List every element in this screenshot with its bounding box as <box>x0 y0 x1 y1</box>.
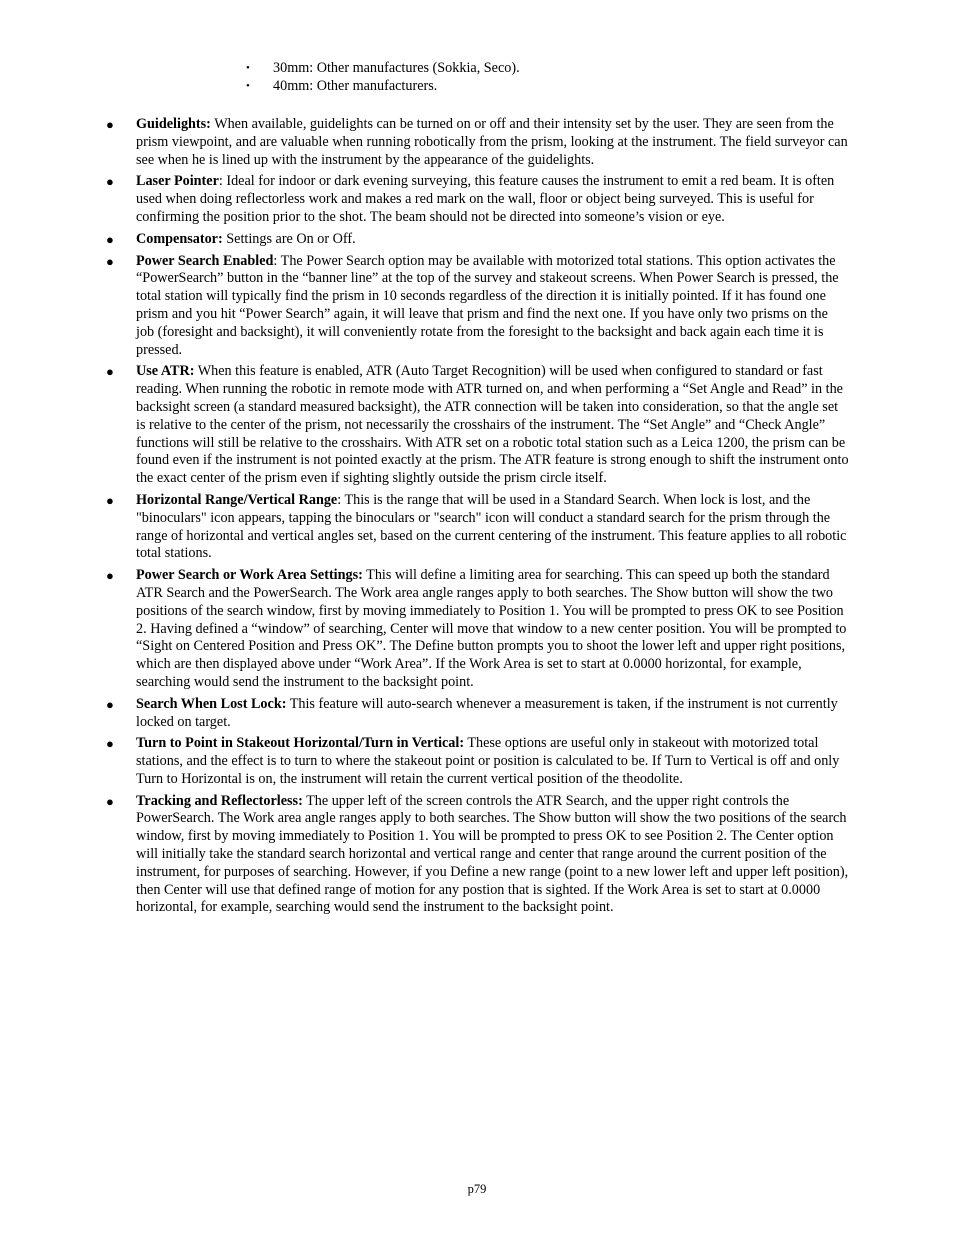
bullet-icon: ● <box>106 736 114 752</box>
item-term: Search When Lost Lock: <box>136 695 287 712</box>
item-term: Guidelights: <box>136 116 211 132</box>
item-description: : Ideal for indoor or dark evening surveying, this feature causes the instrument to emit a red beam. It is often used when doing reflectorless work and makes a red mark on the wall, floor or object being surveyed. This is useful for confirming the position prior to the shot. The beam should not be directed into someone’s vision or eye. <box>136 173 835 225</box>
bullet-icon: ● <box>106 117 114 132</box>
item-description: Settings are On or Off. <box>222 230 356 247</box>
bullet-icon: ● <box>106 793 114 809</box>
sublist-item-text: 40mm: Other manufacturers. <box>273 78 438 94</box>
item-term: Horizontal Range/Vertical Range <box>136 491 338 508</box>
item-term: Compensator: <box>136 230 223 247</box>
list-item-tracking-and-reflectorless <box>104 793 849 918</box>
item-description: These options are useful only in stakeout with motorized total stations, and the effect is to turn to where the stakeout point or position is calculated to be. If Turn to Vertical is off and only Turn to Horizontal is on, the instrument will retain the current vertical position of the theodolite. <box>136 735 840 787</box>
item-term: Use ATR: <box>136 363 195 380</box>
bullet-icon: ● <box>106 174 114 190</box>
item-description: When this feature is enabled, ATR (Auto Target Recognition) will be used when configured to standard or fast reading. When running the robotic in remote mode with ATR turned on, and when performing a “Set Angle and Read” in the backsight screen (a standard measured backsight), the ATR connection will be taken into consideration, so that the angle set is relative to the center of the prism, not necessarily the crosshairs of the instrument. The “Set Angle” and “Check Angle” functions will still be relative to the crosshairs. With ATR set on a robotic total station such as a Leica 1200, the prism can be found even if the instrument is not pointed exactly at the prism. The ATR feature is strong enough to shift the instrument onto the exact center of the prism even if sighting slightly outside the prism circle itself. <box>136 363 849 487</box>
bullet-icon: • <box>246 62 250 74</box>
list-item-power-search-enabled <box>104 253 849 360</box>
item-description: When available, guidelights can be turned on or off and their intensity set by the user. They are seen from the prism viewpoint, and are valuable when running robotically from the prism, looking at the instrument. The field surveyor can see when he is lined up with the instrument by the appearance of the guidelights. <box>136 116 848 168</box>
item-term: Power Search Enabled <box>136 252 274 269</box>
bullet-icon: ● <box>106 231 114 247</box>
list-item-guidelights <box>104 116 849 169</box>
prism-size-sublist <box>246 59 520 95</box>
bullet-icon: ● <box>106 492 114 508</box>
page-number: p79 <box>467 1182 487 1196</box>
item-term: Power Search or Work Area Settings: <box>136 567 363 584</box>
bullet-icon: ● <box>106 568 114 584</box>
item-description: This feature will auto-search whenever a measurement is taken, if the instrument is not currently locked on target. <box>136 695 838 730</box>
sublist-item-text: 30mm: Other manufactures (Sokkia, Seco). <box>273 60 520 76</box>
bullet-icon: ● <box>106 696 114 712</box>
list-item-turn-to-point <box>104 735 849 788</box>
item-term: Tracking and Reflectorless: <box>136 792 303 809</box>
list-item-work-area-settings <box>104 567 849 692</box>
item-description: : This is the range that will be used in a Standard Search. When lock is lost, and the "binoculars" icon appears, tapping the binoculars or "search" icon will conduct a standard search for the prism through the range of horizontal and vertical angles set, based on the current centering of the instrument. This feature applies to all robotic total stations. <box>136 491 847 562</box>
bullet-icon: ● <box>106 253 114 269</box>
settings-list <box>104 116 849 921</box>
item-term: Turn to Point in Stakeout Horizontal/Turn in Vertical: <box>136 735 465 752</box>
bullet-icon: • <box>246 80 250 92</box>
sublist-item <box>246 77 520 95</box>
item-term: Laser Pointer <box>136 173 219 190</box>
list-item-laser-pointer <box>104 173 849 226</box>
item-description: : The Power Search option may be available with motorized total stations. This option activates the “PowerSearch” button in the “banner line” at the top of the survey and stakeout screens. When Power Search is pressed, the total station will typically find the prism in 10 seconds regardless of the direction it is initially pointed. If it has found one prism and you hit “Power Search” again, it will leave that prism and find the next one. If you have only two prisms on the job (foresight and backsight), it will conveniently rotate from the foresight to the backsight and back again each time it is pressed. <box>136 252 839 358</box>
list-item-horizontal-vertical-range <box>104 492 849 563</box>
list-item-use-atr <box>104 363 849 488</box>
list-item-search-when-lost-lock <box>104 696 849 732</box>
list-item-compensator <box>104 231 849 249</box>
item-description: The upper left of the screen controls the ATR Search, and the upper right controls the PowerSearch. The Work area angle ranges apply to both searches. The Show button will show the two positions of the search window, first by moving immediately to Position 1. You will be prompted to press OK to see Position 2. The Center option will initially take the standard search horizontal and vertical range and center that range around the current position of the instrument, for purposes of searching. However, if you Define a new range (point to a new lower left and upper left position), then Center will use that defined range of motion for any postion that is sighted. If the Work Area is set to start at 0.0000 horizontal, for example, searching would send the instrument to the backsight point. <box>136 792 849 916</box>
item-description: This will define a limiting area for searching. This can speed up both the standard ATR Search and the PowerSearch. The Work area angle ranges apply to both searches. The Show button will show the two positions of the search window, first by moving immediately to Position 1. You will be prompted to press OK to see Position 2. Having defined a “window” of searching, Center will move that window to a new center position. You will be prompted to “Sight on Centered Position and Press OK”. The Define button prompts you to shoot the lower left and upper right positions, which are then displayed above under “Work Area”. If the Work Area is set to start at 0.0000 horizontal, for example, searching would send the instrument to the backsight point. <box>136 567 847 690</box>
bullet-icon: ● <box>106 364 114 380</box>
sublist-item <box>246 59 520 77</box>
